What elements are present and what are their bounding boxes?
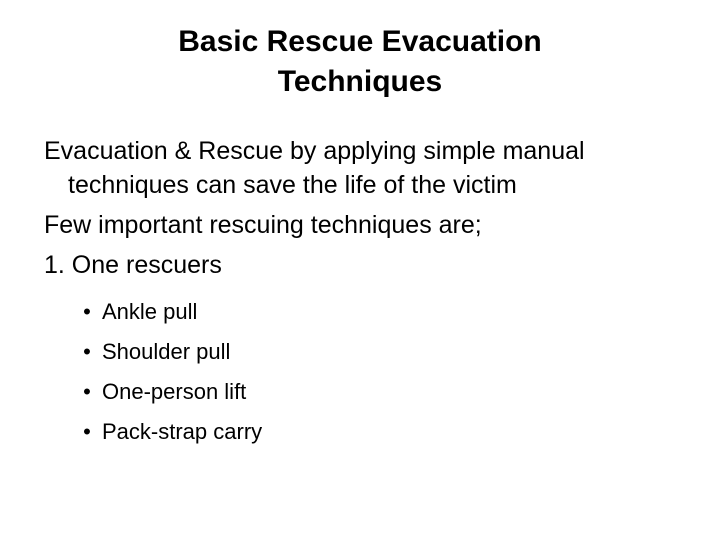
bullet-list [44, 292, 694, 452]
list-item [44, 412, 694, 452]
bullet-icon: • [83, 379, 91, 404]
bullet-icon: • [83, 419, 91, 444]
numbered-item: 1. One rescuers [44, 251, 222, 279]
bullet-icon: • [83, 299, 91, 324]
list-item-label: One-person lift [102, 379, 247, 404]
list-item [44, 372, 694, 412]
list-item [44, 332, 694, 372]
list-item-label: Ankle pull [102, 299, 198, 324]
list-item-label: Shoulder pull [102, 339, 231, 364]
list-item-label: Pack-strap carry [102, 419, 263, 444]
slide-title [60, 22, 660, 102]
list-item [44, 292, 694, 332]
body-paragraph: Few important rescuing techniques are; [44, 211, 482, 239]
slide-body [44, 134, 694, 452]
body-paragraph: Evacuation & Rescue by applying simple manual techniques can save the life of the victim [44, 137, 585, 199]
title-line: Basic Rescue Evacuation [178, 25, 542, 58]
bullet-icon: • [83, 339, 91, 364]
title-line: Techniques [277, 65, 443, 98]
